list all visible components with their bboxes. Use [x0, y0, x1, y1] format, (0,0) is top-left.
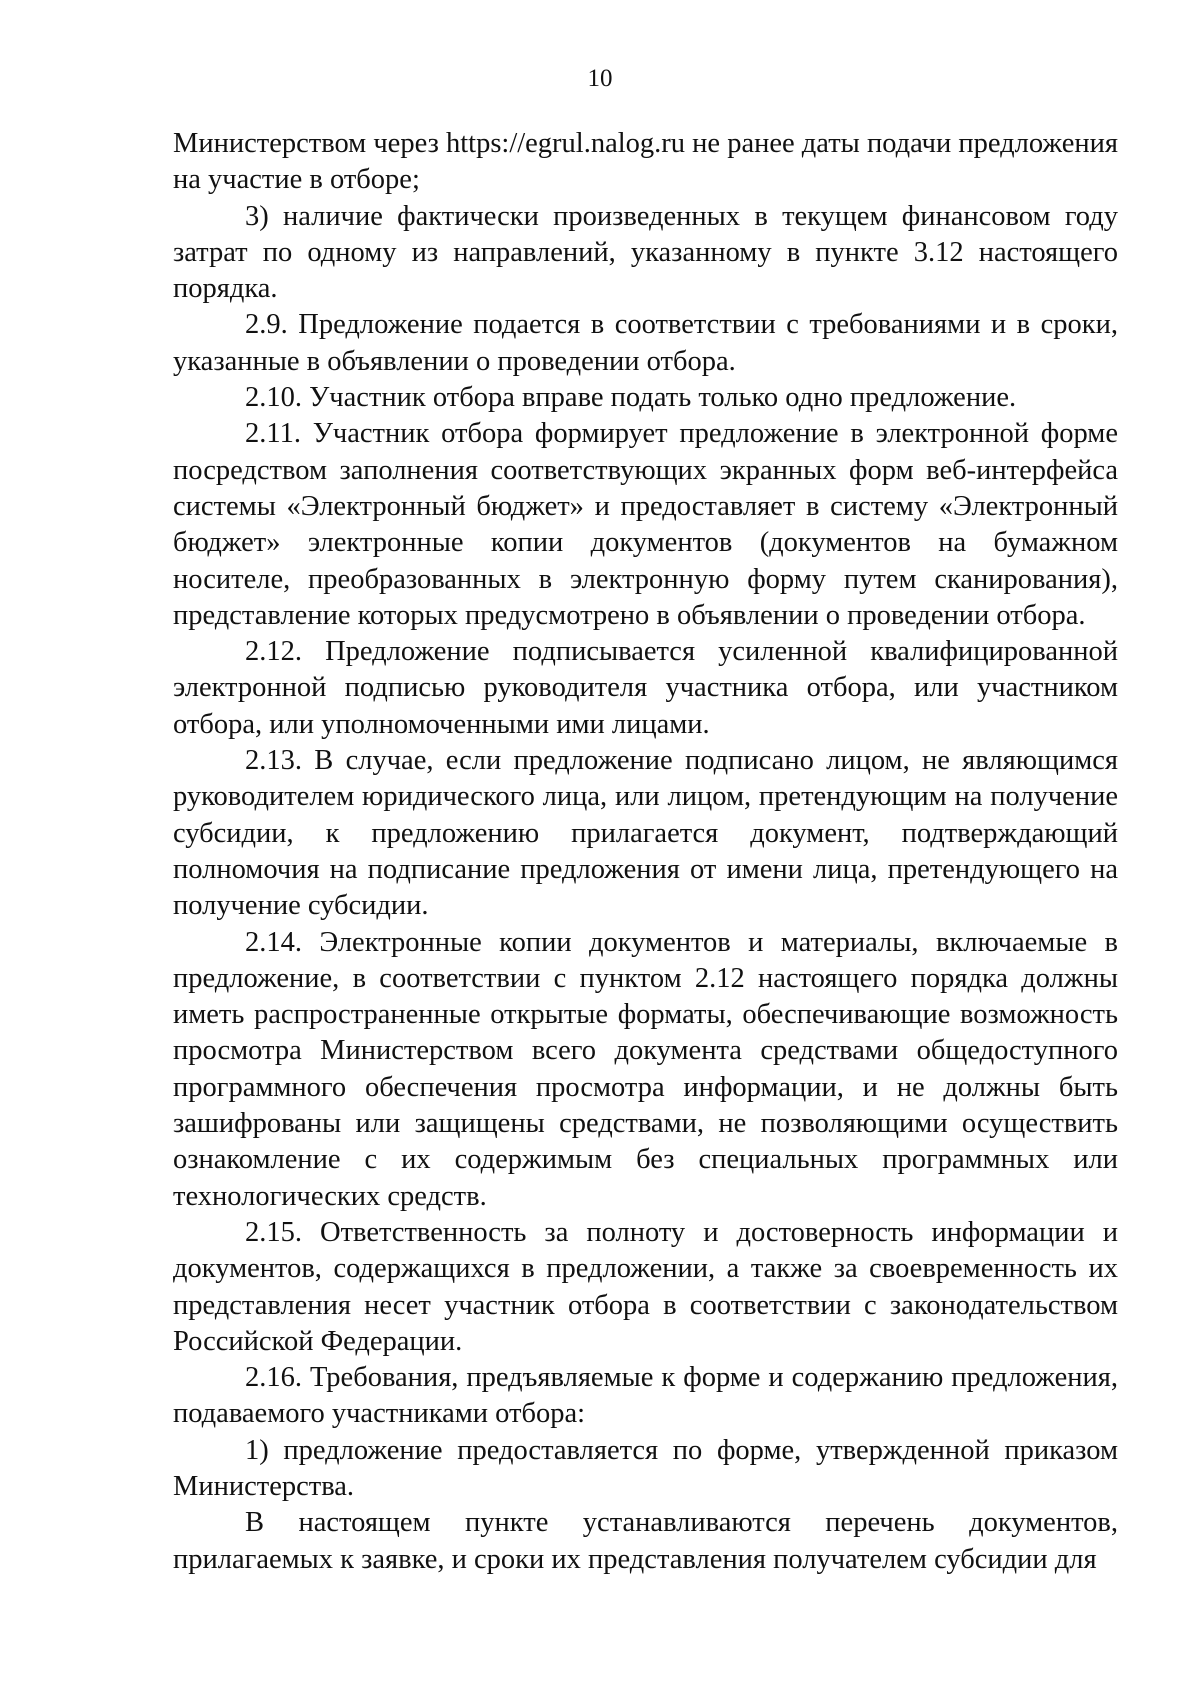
paragraph-continuation: Министерством через https://egrul.nalog.ru не ранее даты подачи предложения на участие в отборе;	[173, 128, 1118, 196]
paragraph-2-16-item-1: 1) предложение предоставляется по форме, утвержденной приказом Министерства.	[173, 1434, 1118, 1502]
paragraph-2-16: 2.16. Требования, предъявляемые к форме и содержанию предложения, подаваемого участниками отбора:	[173, 1362, 1118, 1430]
paragraph-2-10: 2.10. Участник отбора вправе подать только одно предложение.	[245, 382, 1017, 414]
paragraph-2-13: 2.13. В случае, если предложение подписано лицом, не являющимся руководителем юридического лица, или лицом, претендующим на получение субсидии, к предложению прилагается документ, подтверждающий полномочия на подписание предложения от имени лица, претендующего на получение субсидии.	[173, 745, 1118, 922]
document-body	[173, 126, 1118, 1578]
page-number: 10	[587, 65, 613, 92]
paragraph-2-9: 2.9. Предложение подается в соответствии с требованиями и в сроки, указанные в объявлении о проведении отбора.	[173, 309, 1118, 377]
paragraph-2-11: 2.11. Участник отбора формирует предложение в электронной форме посредством заполнения соответствующих экранных форм веб-интерфейса системы «Электронный бюджет» и предоставляет в систему «Электронный бюджет» электронные копии документов (документов на бумажном носителе, преобразованных в электронную форму путем сканирования), представление которых предусмотрено в объявлении о проведении отбора.	[173, 418, 1118, 631]
paragraph-documents-list: В настоящем пункте устанавливаются перечень документов, прилагаемых к заявке, и сроки их представления получателем субсидии для	[173, 1507, 1118, 1575]
paragraph-item-3: 3) наличие фактически произведенных в текущем финансовом году затрат по одному из направлений, указанному в пункте 3.12 настоящего порядка.	[173, 200, 1118, 305]
paragraph-2-14: 2.14. Электронные копии документов и материалы, включаемые в предложение, в соответствии с пунктом 2.12 настоящего порядка должны иметь распространенные открытые форматы, обеспечивающие возможность просмотра Министерством всего документа средствами общедоступного программного обеспечения просмотра информации, и не должны быть зашифрованы или защищены средствами, не позволяющими осуществить ознакомление с их содержимым без специальных программных или технологических средств.	[173, 926, 1118, 1212]
paragraph-2-12: 2.12. Предложение подписывается усиленной квалифицированной электронной подписью руководителя участника отбора, или участником отбора, или уполномоченными ими лицами.	[173, 636, 1118, 740]
paragraph-2-15: 2.15. Ответственность за полноту и достоверность информации и документов, содержащихся в предложении, а также за своевременность их представления несет участник отбора в соответствии с законодательством Российской Федерации.	[173, 1216, 1118, 1357]
